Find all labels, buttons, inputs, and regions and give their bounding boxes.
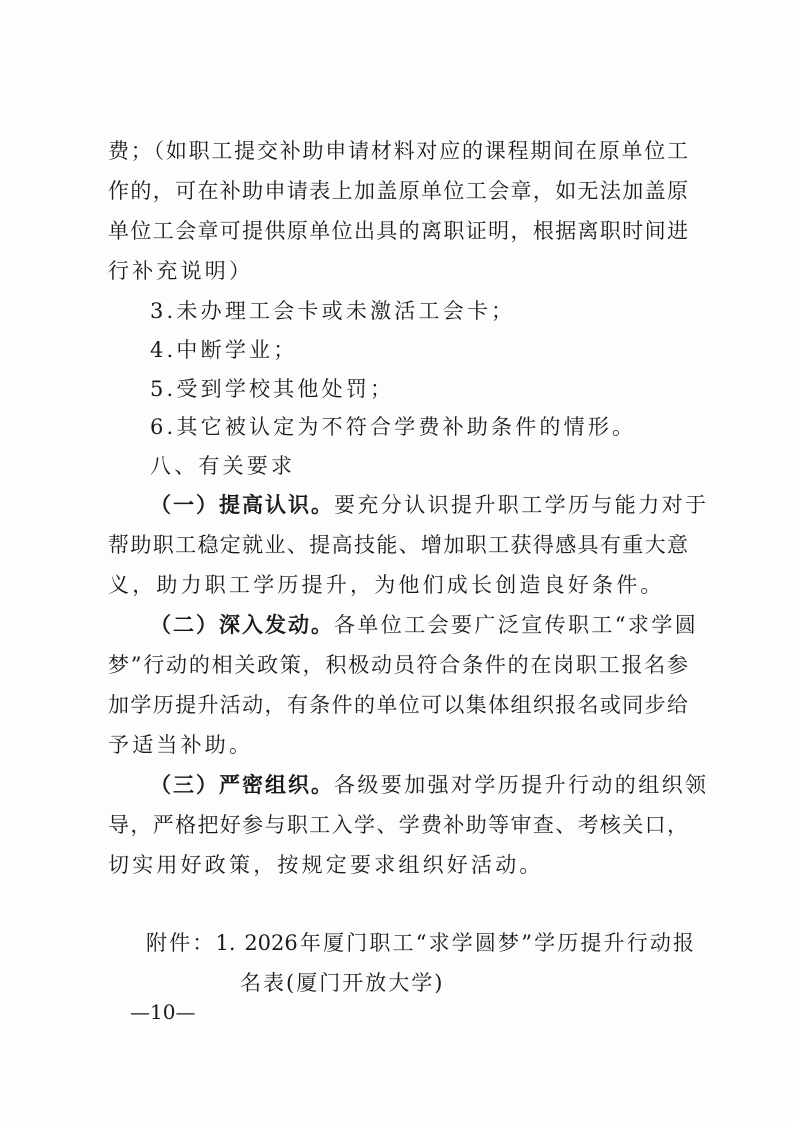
paragraph-2-lead: （二）深入发动。 [150, 612, 334, 637]
paragraph-2-line-3: 加学历提升活动，有条件的单位可以集体组织报名或同步给 [108, 693, 688, 717]
paragraph-2-line-2: 梦”行动的相关政策，积极动员符合条件的在岗职工报名参 [108, 653, 688, 677]
paragraph-2-line-1 [150, 610, 699, 640]
attachment-line-2: 名表(厦门开放大学) [240, 971, 445, 995]
body-line-1: 费；（如职工提交补助申请材料对应的课程期间在原单位工 [108, 139, 688, 163]
section-heading: 八、有关要求 [150, 454, 296, 478]
paragraph-3-lead: （三）严密组织。 [150, 772, 334, 797]
paragraph-1-line-1 [150, 490, 709, 520]
page-number: —10— [130, 1000, 196, 1024]
body-line-4: 行补充说明） [108, 259, 254, 283]
paragraph-3-line-1 [150, 770, 709, 800]
paragraph-2-line-4: 予适当补助。 [108, 733, 254, 757]
paragraph-1-line-3: 义，助力职工学历提升，为他们成长创造良好条件。 [108, 573, 665, 597]
paragraph-2-text: 各单位工会要广泛宣传职工“求学圆 [334, 613, 699, 637]
paragraph-1-text: 要充分认识提升职工学历与能力对于 [334, 493, 709, 517]
body-line-2: 作的，可在补助申请表上加盖原单位工会章，如无法加盖原 [108, 179, 688, 203]
paragraph-1-line-2: 帮助职工稳定就业、提高技能、增加职工获得感具有重大意 [108, 533, 688, 557]
list-item-5: 5.受到学校其他处罚； [150, 377, 395, 401]
paragraph-3-line-3: 切实用好政策，按规定要求组织好活动。 [108, 853, 544, 877]
paragraph-3-text: 各级要加强对学历提升行动的组织领 [334, 773, 709, 797]
body-line-3: 单位工会章可提供原单位出具的离职证明，根据离职时间进 [108, 219, 688, 243]
list-item-6: 6.其它被认定为不符合学费补助条件的情形。 [150, 415, 637, 439]
list-item-4: 4.中断学业； [150, 338, 298, 362]
list-item-3: 3.未办理工会卡或未激活工会卡； [150, 299, 516, 323]
paragraph-3-line-2: 导，严格把好参与职工入学、学费补助等审查、考核关口， [108, 813, 688, 837]
paragraph-1-lead: （一）提高认识。 [150, 492, 334, 517]
attachment-line-1: 附件：1. 2026年厦门职工“求学圆梦”学历提升行动报 [146, 931, 694, 955]
